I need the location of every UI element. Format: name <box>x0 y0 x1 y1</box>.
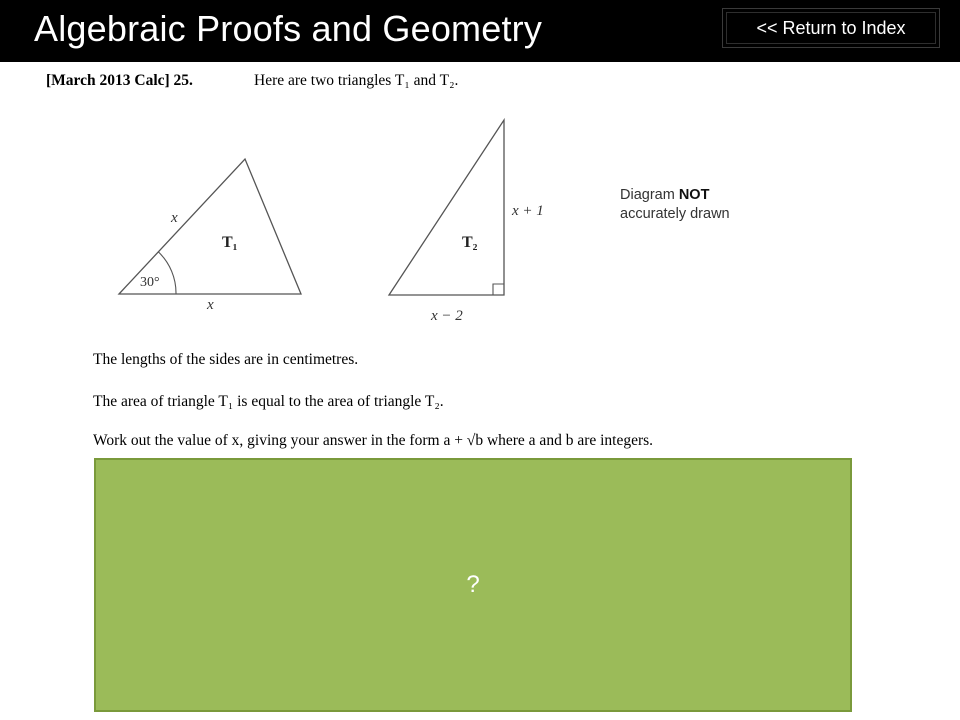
t1-angle-label: 30° <box>140 275 160 290</box>
question-line-3: Work out the value of x, giving your answer in the form a + √b where a and b are integers. <box>93 432 654 449</box>
question-line-1: The lengths of the sides are in centimetres. <box>93 351 359 368</box>
question-line-2: The area of triangle T₁ is equal to the area of triangle T₂. <box>93 393 444 410</box>
note-suffix: accurately drawn <box>620 206 730 222</box>
t1-slanted-side-label: x <box>171 210 178 226</box>
diagram-note <box>620 186 730 224</box>
t2-base-side-label: x − 2 <box>431 308 463 324</box>
answer-placeholder: ? <box>466 571 480 598</box>
triangles-diagram <box>0 0 960 340</box>
answer-reveal-box[interactable] <box>94 458 852 712</box>
triangle-t1 <box>119 159 301 294</box>
t1-base-side-label: x <box>207 297 214 313</box>
t1-label: T₁ <box>222 234 238 251</box>
question-source: [March 2013 Calc] 25. <box>46 72 193 89</box>
page-title: Algebraic Proofs and Geometry <box>34 8 543 49</box>
t2-label: T₂ <box>462 234 478 251</box>
t2-vertical-side-label: x + 1 <box>512 203 544 219</box>
question-intro: Here are two triangles T₁ and T₂. <box>254 72 459 89</box>
t2-right-angle-mark <box>493 284 504 295</box>
note-bold: NOT <box>678 187 710 203</box>
return-to-index-button[interactable]: << Return to Index <box>722 8 940 48</box>
triangle-t2 <box>389 120 504 295</box>
t1-angle-arc <box>159 252 177 294</box>
note-prefix: Diagram <box>620 187 679 203</box>
